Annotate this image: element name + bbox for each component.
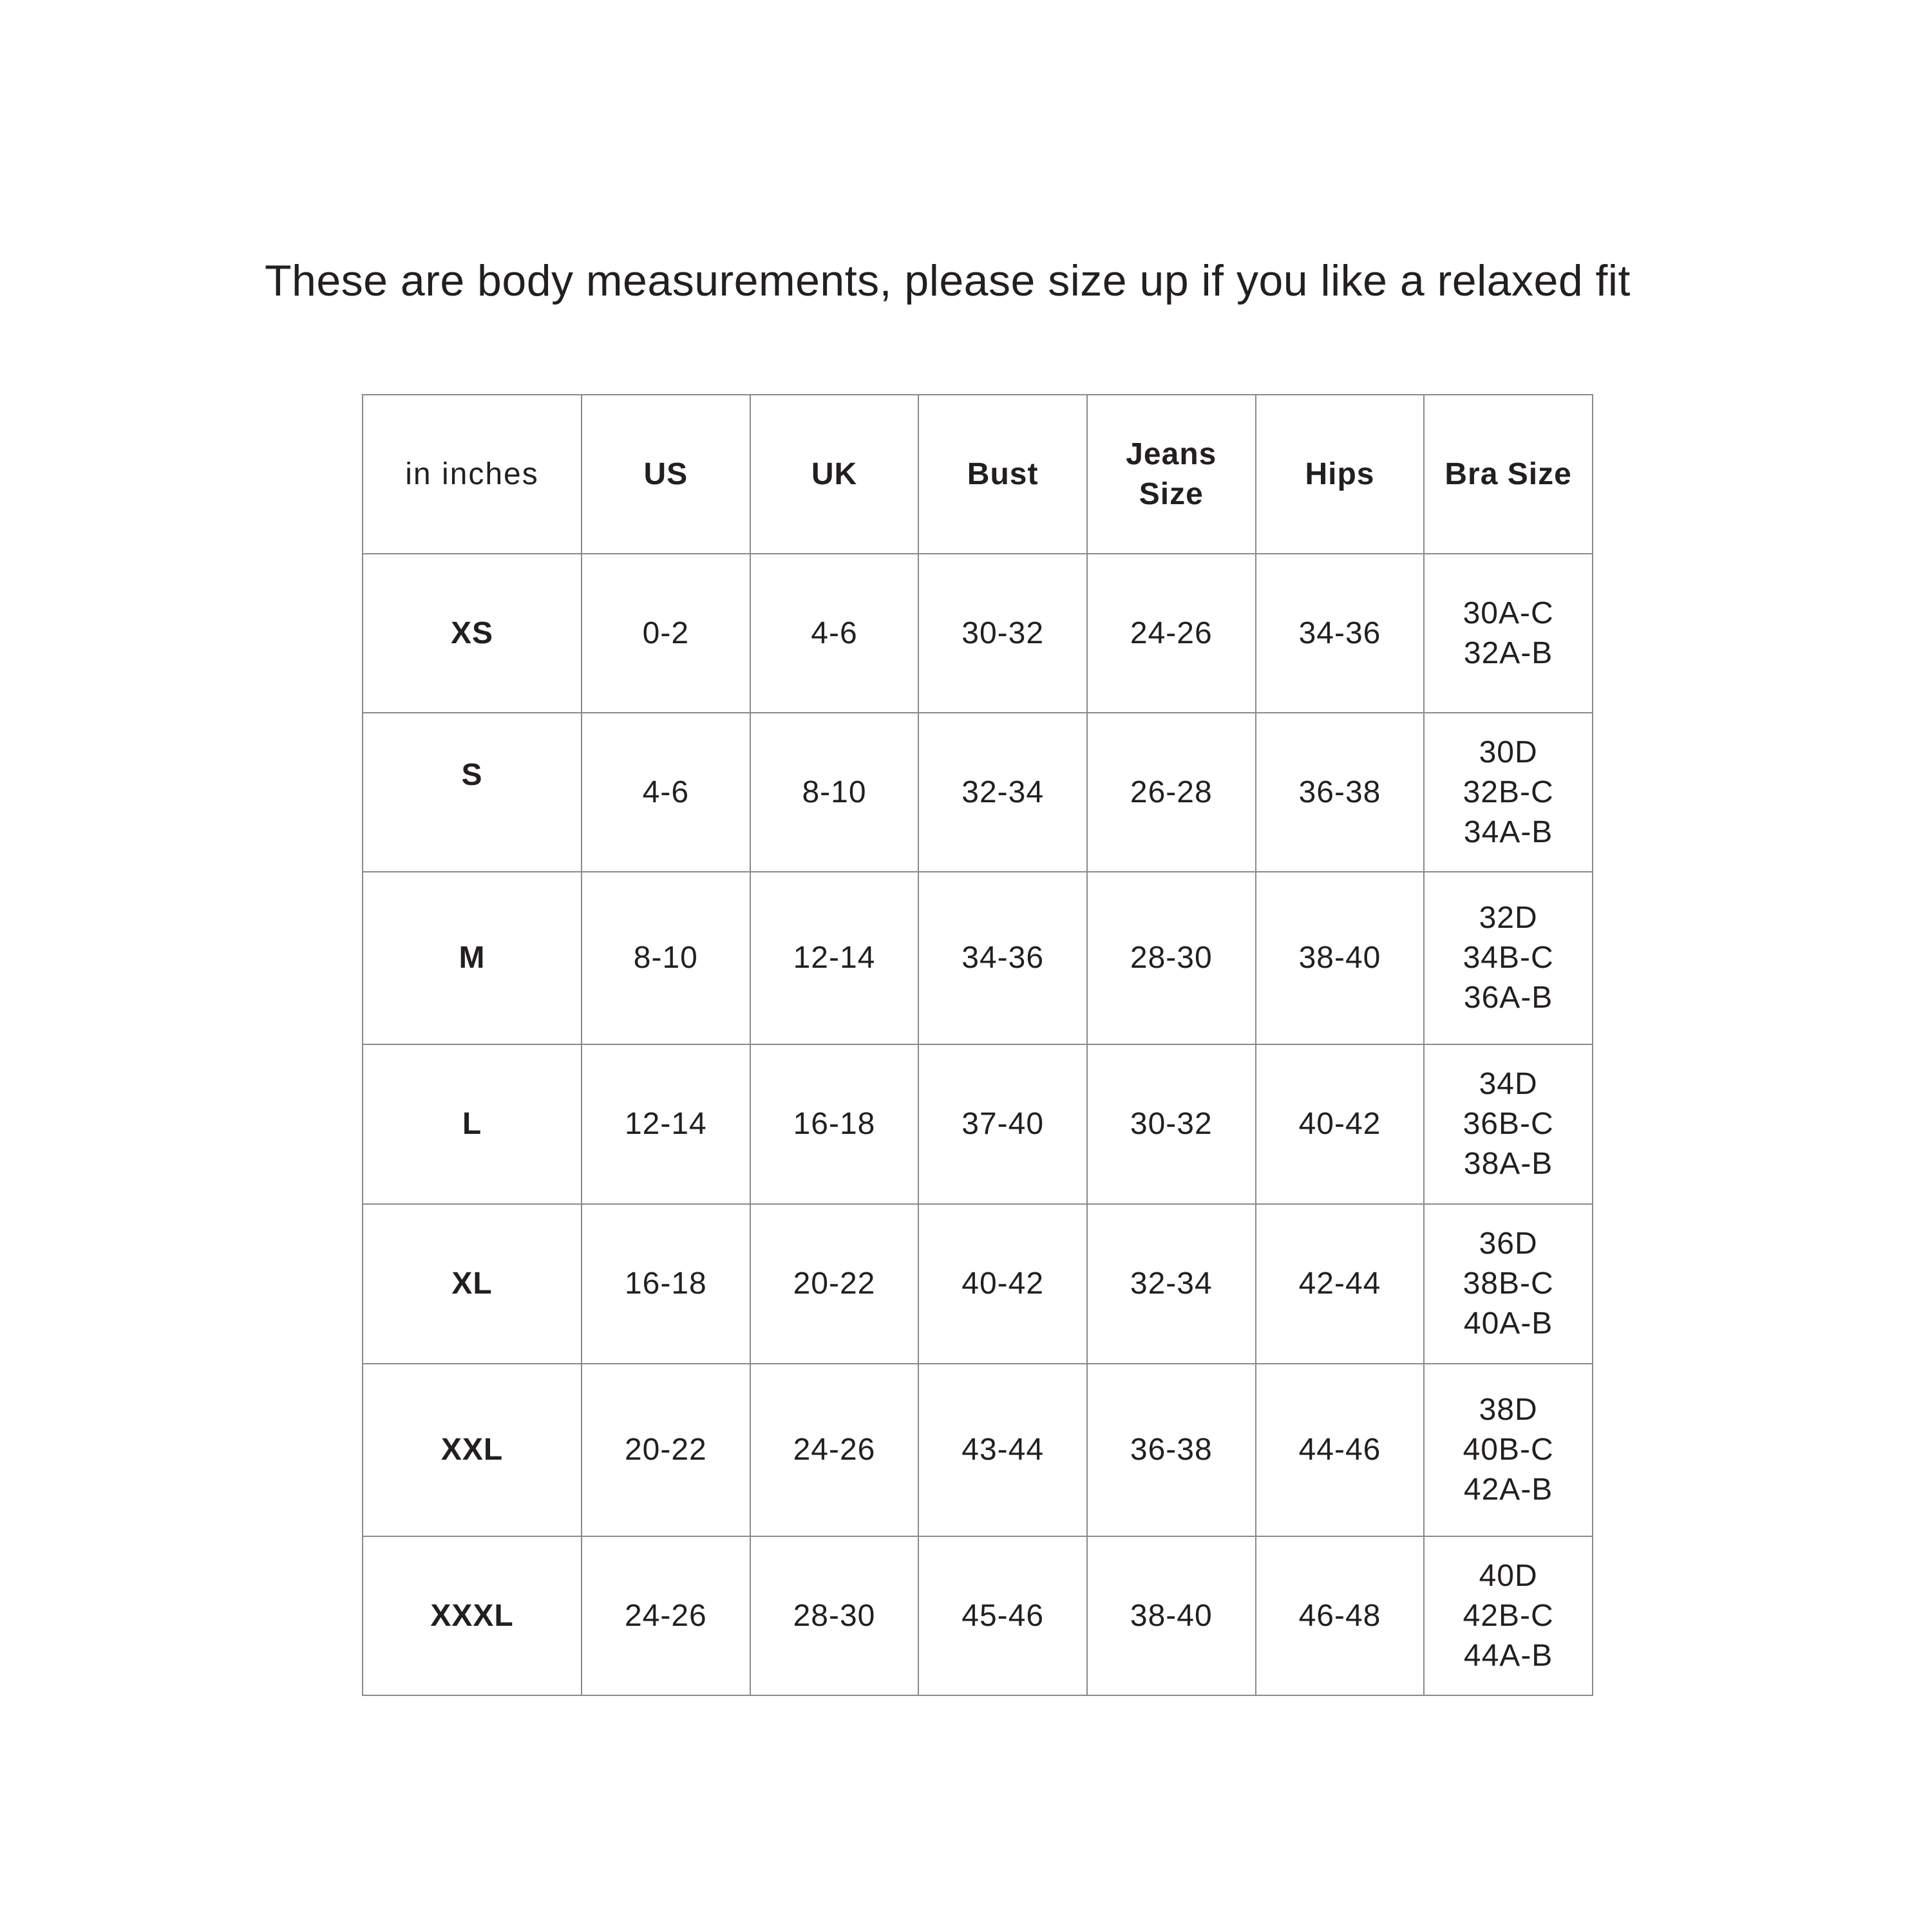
jeans-size-cell: 32-34: [1087, 1204, 1256, 1364]
size-chart-table: [362, 394, 1593, 1696]
hips-cell: 34-36: [1256, 554, 1425, 713]
size-label: XXXL: [363, 1536, 582, 1695]
table-row: [363, 1044, 1593, 1204]
bust-cell: 30-32: [918, 554, 1087, 713]
uk-size-cell: 16-18: [750, 1044, 919, 1204]
hips-cell: 42-44: [1256, 1204, 1425, 1364]
bra-size-cell: 30D 32B-C 34A-B: [1424, 713, 1593, 872]
table-row: [363, 1204, 1593, 1364]
header-uk: UK: [750, 395, 919, 554]
size-label: S: [363, 713, 582, 872]
size-label: XS: [363, 554, 582, 713]
bra-size-cell: 38D 40B-C 42A-B: [1424, 1364, 1593, 1536]
uk-size-cell: 4-6: [750, 554, 919, 713]
uk-size-cell: 24-26: [750, 1364, 919, 1536]
hips-cell: 44-46: [1256, 1364, 1425, 1536]
table-row: [363, 713, 1593, 872]
header-units: in inches: [363, 395, 582, 554]
bust-cell: 43-44: [918, 1364, 1087, 1536]
bra-size-cell: 34D 36B-C 38A-B: [1424, 1044, 1593, 1204]
header-hips: Hips: [1256, 395, 1425, 554]
bra-size-cell: 40D 42B-C 44A-B: [1424, 1536, 1593, 1695]
uk-size-cell: 12-14: [750, 872, 919, 1044]
table-row: [363, 872, 1593, 1044]
size-label: XXL: [363, 1364, 582, 1536]
hips-cell: 40-42: [1256, 1044, 1425, 1204]
us-size-cell: 12-14: [582, 1044, 750, 1204]
bust-cell: 40-42: [918, 1204, 1087, 1364]
bra-size-cell: 30A-C 32A-B: [1424, 554, 1593, 713]
bust-cell: 34-36: [918, 872, 1087, 1044]
size-label: L: [363, 1044, 582, 1204]
uk-size-cell: 20-22: [750, 1204, 919, 1364]
hips-cell: 36-38: [1256, 713, 1425, 872]
jeans-size-cell: 24-26: [1087, 554, 1256, 713]
us-size-cell: 0-2: [582, 554, 750, 713]
bust-cell: 32-34: [918, 713, 1087, 872]
header-bust: Bust: [918, 395, 1087, 554]
table-row: [363, 1364, 1593, 1536]
uk-size-cell: 8-10: [750, 713, 919, 872]
us-size-cell: 16-18: [582, 1204, 750, 1364]
us-size-cell: 8-10: [582, 872, 750, 1044]
us-size-cell: 4-6: [582, 713, 750, 872]
jeans-size-cell: 30-32: [1087, 1044, 1256, 1204]
size-label: M: [363, 872, 582, 1044]
jeans-size-cell: 36-38: [1087, 1364, 1256, 1536]
header-jeans-size: Jeans Size: [1087, 395, 1256, 554]
jeans-size-cell: 28-30: [1087, 872, 1256, 1044]
header-bra-size: Bra Size: [1424, 395, 1593, 554]
size-label: XL: [363, 1204, 582, 1364]
jeans-size-cell: 26-28: [1087, 713, 1256, 872]
hips-cell: 46-48: [1256, 1536, 1425, 1695]
bra-size-cell: 36D 38B-C 40A-B: [1424, 1204, 1593, 1364]
us-size-cell: 24-26: [582, 1536, 750, 1695]
table-row: [363, 554, 1593, 713]
bust-cell: 45-46: [918, 1536, 1087, 1695]
bust-cell: 37-40: [918, 1044, 1087, 1204]
jeans-size-cell: 38-40: [1087, 1536, 1256, 1695]
header-row: [363, 395, 1593, 554]
us-size-cell: 20-22: [582, 1364, 750, 1536]
bra-size-cell: 32D 34B-C 36A-B: [1424, 872, 1593, 1044]
uk-size-cell: 28-30: [750, 1536, 919, 1695]
hips-cell: 38-40: [1256, 872, 1425, 1044]
table-row: [363, 1536, 1593, 1695]
header-us: US: [582, 395, 750, 554]
page-headline: These are body measurements, please size up if you like a relaxed fit: [265, 256, 1631, 305]
